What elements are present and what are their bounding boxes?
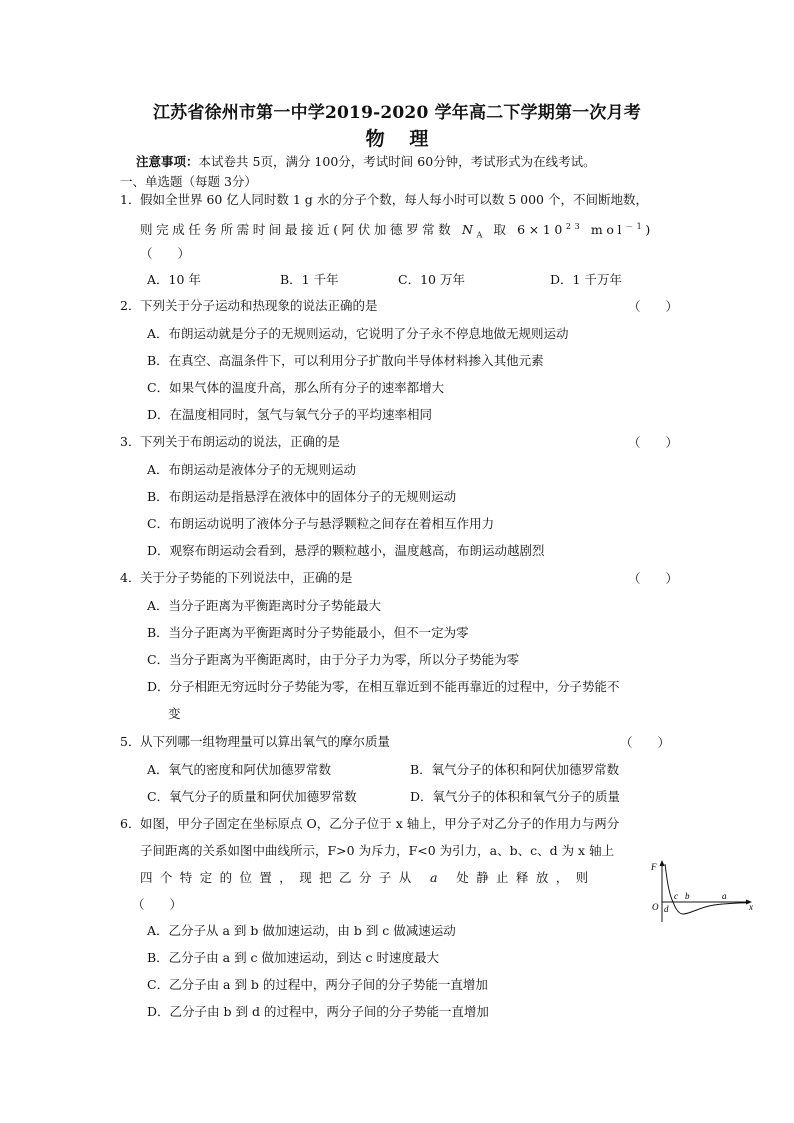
q2-answer-paren: （ ） bbox=[628, 299, 679, 314]
q1-option-b: B．1 千年 bbox=[280, 272, 339, 287]
q1-option-d: D．1 千万年 bbox=[550, 272, 622, 287]
notice-label: 注意事项： bbox=[136, 154, 199, 169]
q5-stem: 从下列哪一组物理量可以算出氧气的摩尔质量 bbox=[140, 734, 391, 749]
f-axis-arrow bbox=[660, 860, 665, 866]
q5-option-c: C．氧气分子的质量和阿伏加德罗常数 bbox=[147, 789, 357, 804]
q5-option-b: B．氧气分子的体积和阿伏加德罗常数 bbox=[410, 762, 620, 777]
q6-answer-paren: （ ） bbox=[132, 897, 183, 912]
q1-number: 1． bbox=[120, 192, 141, 207]
q1-na: N bbox=[461, 222, 477, 238]
q1-answer-paren: （ ） bbox=[140, 246, 191, 261]
q6-line-3-end: 处静止释放，则 bbox=[456, 870, 596, 885]
q3-stem: 下列关于布朗运动的说法，正确的是 bbox=[140, 434, 341, 449]
q6-line-3-text: 四个特定的位置，现把乙分子从 bbox=[140, 870, 419, 885]
q1-exp: 23 bbox=[565, 222, 584, 231]
q1-line-2 bbox=[140, 218, 654, 245]
q4-number: 4． bbox=[120, 570, 141, 585]
q1-number-base: 6×10 bbox=[517, 222, 566, 238]
exam-notice bbox=[136, 152, 596, 170]
q6-line-1: 如图，甲分子固定在坐标原点 O，乙分子位于 x 轴上，甲分子对乙分子的作用力与两分 bbox=[140, 816, 620, 831]
q1-unit-exp: －1 bbox=[625, 222, 646, 231]
q5-option-a: A．氧气的密度和阿伏加德罗常数 bbox=[147, 762, 332, 777]
q3-option-b: B．布朗运动是指悬浮在液体中的固体分子的无规则运动 bbox=[147, 489, 457, 504]
q1-na-sub: A bbox=[476, 230, 486, 240]
q6-number: 6． bbox=[120, 816, 141, 831]
exam-subject bbox=[0, 124, 794, 151]
q4-option-b: B．当分子距离为平衡距离时分子势能最小，但不一定为零 bbox=[147, 625, 469, 640]
q4-option-d-cont: 变 bbox=[168, 706, 181, 721]
q2-number: 2． bbox=[120, 298, 141, 313]
q5-option-d: D．氧气分子的体积和氧气分子的质量 bbox=[410, 789, 621, 804]
q3-number: 3． bbox=[120, 434, 141, 449]
q2-stem: 下列关于分子运动和热现象的说法正确的是 bbox=[140, 298, 378, 313]
q1-option-c: C．10 万年 bbox=[398, 272, 465, 287]
label-f: F bbox=[651, 862, 657, 872]
label-c: c bbox=[674, 891, 678, 901]
force-curve bbox=[665, 864, 748, 914]
q6-option-a: A．乙分子从 a 到 b 做加速运动，由 b 到 c 做减速运动 bbox=[147, 923, 456, 938]
q3-option-d: D．观察布朗运动会看到，悬浮的颗粒越小，温度越高，布朗运动越剧烈 bbox=[147, 543, 545, 558]
subject-char-1: 物 bbox=[365, 128, 385, 150]
q4-option-a: A．当分子距离为平衡距离时分子势能最大 bbox=[147, 598, 382, 613]
label-o: O bbox=[652, 902, 659, 912]
q3-option-c: C．布朗运动说明了液体分子与悬浮颗粒之间存在着相互作用力 bbox=[147, 516, 495, 531]
q2-option-b: B．在真空、高温条件下，可以利用分子扩散向半导体材料掺入其他元素 bbox=[147, 353, 544, 368]
label-b: b bbox=[685, 891, 690, 901]
q6-option-c: C．乙分子由 a 到 b 的过程中，两分子间的分子势能一直增加 bbox=[147, 977, 488, 992]
notice-text: 本试卷共 5页，满分 100分，考试时间 60分钟，考试形式为在线考试。 bbox=[198, 154, 596, 169]
q4-answer-paren: （ ） bbox=[628, 571, 679, 586]
q3-option-a: A．布朗运动是液体分子的无规则运动 bbox=[147, 462, 357, 477]
q1-option-a: A．10 年 bbox=[147, 272, 201, 287]
force-distance-figure bbox=[648, 860, 756, 926]
q2-option-c: C．如果气体的温度升高，那么所有分子的速率都增大 bbox=[147, 380, 445, 395]
q4-option-c: C．当分子距离为平衡距离时，由于分子力为零，所以分子势能为零 bbox=[147, 652, 520, 667]
q2-option-d: D．在温度相同时，氢气与氧气分子的平均速率相同 bbox=[147, 407, 433, 422]
label-x: x bbox=[749, 902, 753, 912]
q6-option-b: B．乙分子由 a 到 c 做加速运动，到达 c 时速度最大 bbox=[147, 950, 439, 965]
q5-number: 5． bbox=[120, 734, 141, 749]
q1-close-paren: ) bbox=[645, 222, 654, 238]
q3-answer-paren: （ ） bbox=[628, 435, 679, 450]
label-a: a bbox=[722, 891, 727, 901]
q6-point-a: a bbox=[429, 870, 445, 885]
q5-answer-paren: （ ） bbox=[620, 735, 671, 750]
subject-char-2: 理 bbox=[409, 128, 429, 150]
q1-line-2-text: 则完成任务所需时间最接近(阿伏加德罗常数 bbox=[140, 222, 455, 238]
q1-line-1: 假如全世界 60 亿人同时数 1 g 水的分子个数，每人每小时可以数 5 000 个，不间断地数， bbox=[140, 192, 648, 207]
section-heading: 一、单选题（每题 3分） bbox=[120, 174, 257, 189]
q2-option-a: A．布朗运动就是分子的无规则运动，它说明了分子永不停息地做无规则运动 bbox=[147, 326, 569, 341]
exam-title: 江苏省徐州市第一中学2019-2020 学年高二下学期第一次月考 bbox=[152, 103, 641, 123]
q1-take: 取 bbox=[493, 222, 510, 238]
q4-option-d: D．分子相距无穷远时分子势能为零，在相互靠近到不能再靠近的过程中，分子势能不 bbox=[147, 679, 620, 694]
q6-option-d: D．乙分子由 b 到 d 的过程中，两分子间的分子势能一直增加 bbox=[147, 1004, 489, 1019]
q6-line-2: 子间距离的关系如图中曲线所示，F>0 为斥力，F<0 为引力，a、b、c、d 为 x 轴上 bbox=[140, 843, 615, 858]
label-d: d bbox=[664, 904, 669, 914]
q4-stem: 关于分子势能的下列说法中，正确的是 bbox=[140, 570, 353, 585]
q6-line-3 bbox=[140, 869, 596, 887]
q1-unit: mol bbox=[590, 222, 626, 238]
